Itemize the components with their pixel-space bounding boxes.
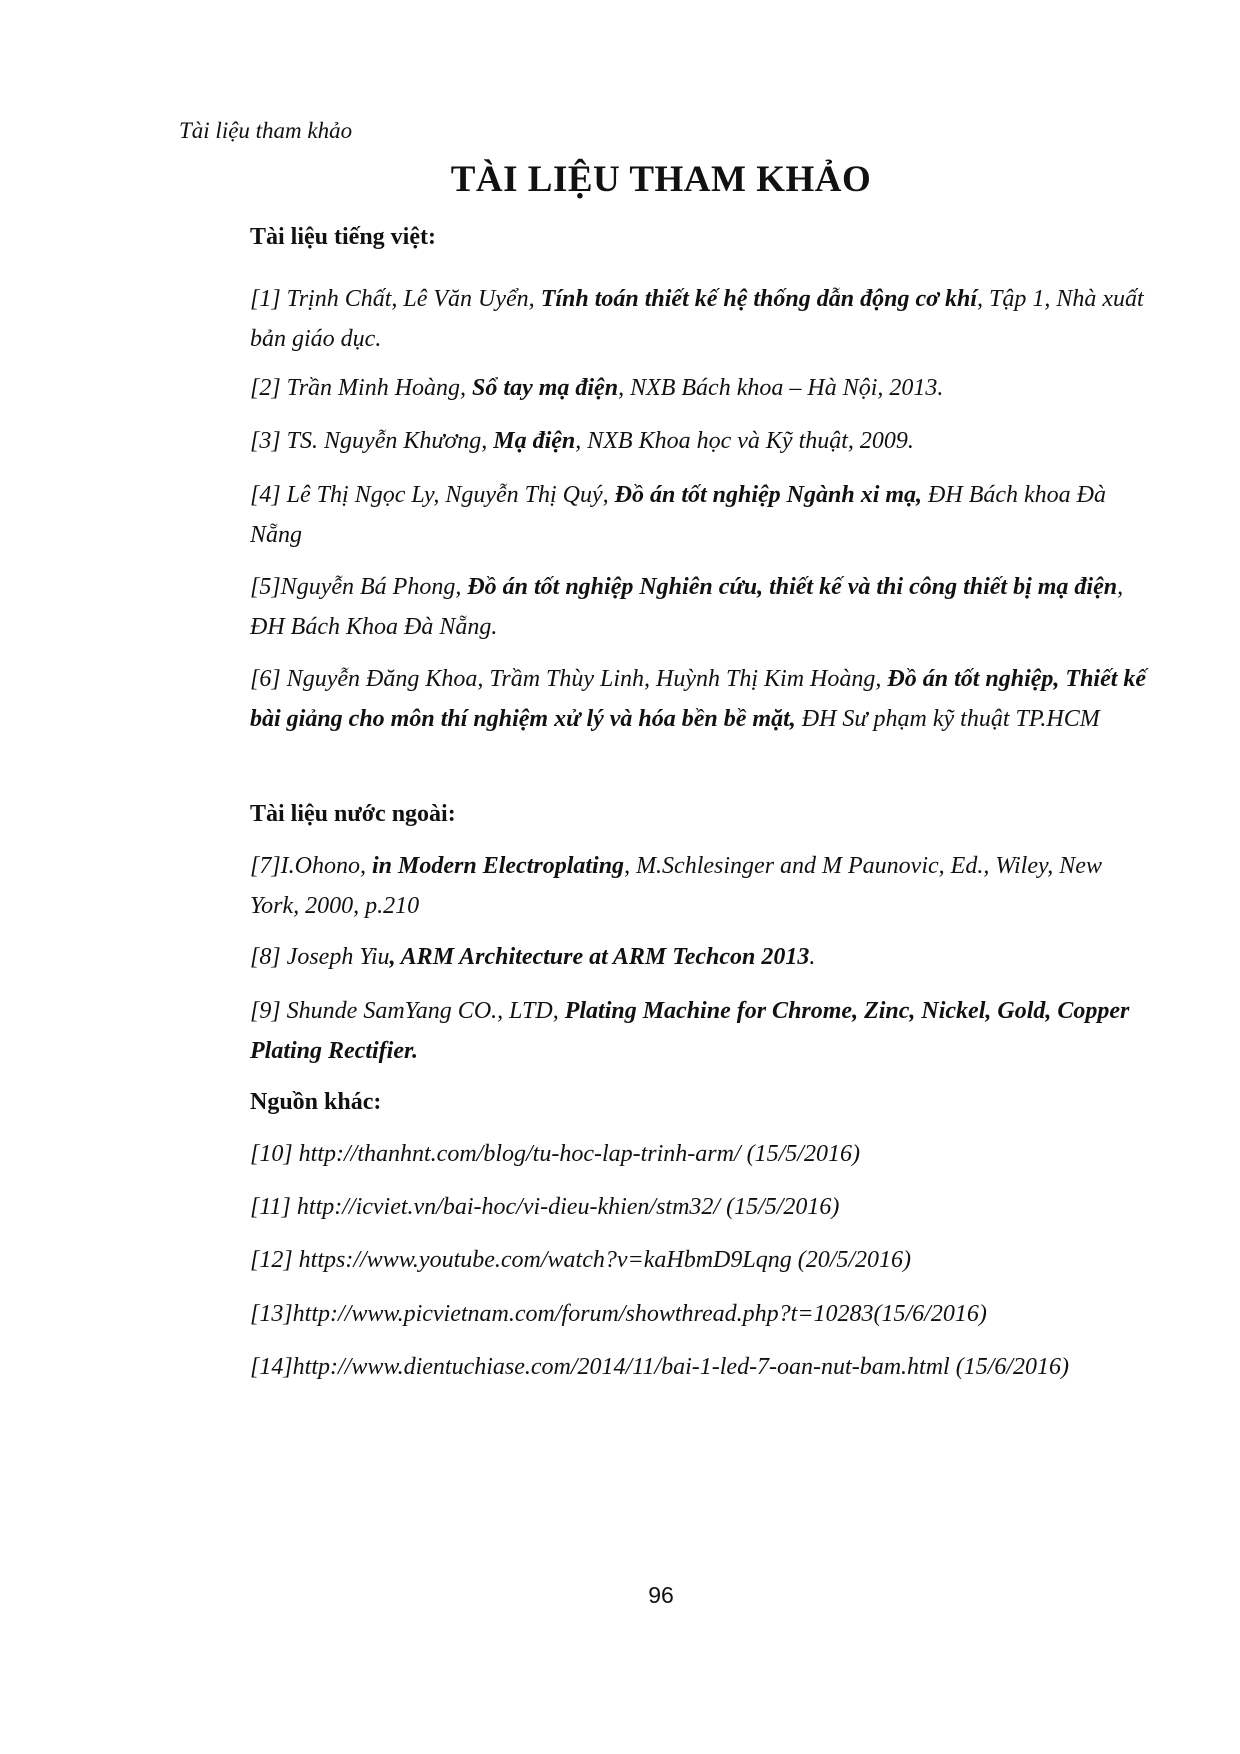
ref-5-authors: [5]Nguyễn Bá Phong, bbox=[250, 574, 468, 600]
ref-6-authors: [6] Nguyễn Đăng Khoa, Trầm Thùy Linh, Huỳnh Thị Kim Hoàng, bbox=[250, 666, 888, 692]
page-title: TÀI LIỆU THAM KHẢO bbox=[450, 159, 872, 200]
ref-2-authors: [2] Trần Minh Hoàng, bbox=[250, 375, 473, 401]
ref-7-details: , M.Schlesinger and M Paunovic, Ed., Wiley, New York, 2000, p.210 bbox=[250, 853, 1102, 919]
ref-8-title: , ARM Architecture at ARM Techcon 2013 bbox=[389, 944, 810, 970]
ref-9-title: Plating Machine for Chrome, Zinc, Nickel, Gold, Copper Plating Rectifier. bbox=[250, 998, 1130, 1064]
reference-3 bbox=[250, 421, 1150, 461]
ref-1-details: , Tập 1, Nhà xuất bản giáo dục. bbox=[250, 286, 1144, 352]
ref-3-authors: [3] TS. Nguyễn Khương, bbox=[250, 428, 494, 454]
ref-7-title: in Modern Electroplating bbox=[372, 853, 625, 879]
reference-6 bbox=[250, 659, 1150, 739]
reference-14: [14]http://www.dientuchiase.com/2014/11/bai-1-led-7-oan-nut-bam.html (15/6/2016) bbox=[250, 1354, 1070, 1380]
reference-4 bbox=[250, 475, 1150, 555]
reference-8 bbox=[250, 937, 1150, 977]
page-number: 96 bbox=[648, 1582, 674, 1608]
running-header: Tài liệu tham khảo bbox=[179, 118, 353, 143]
reference-7 bbox=[250, 846, 1150, 926]
ref-2-title: Sổ tay mạ điện bbox=[472, 375, 619, 401]
ref-4-details: ĐH Bách khoa Đà Nẵng bbox=[250, 482, 1107, 548]
reference-9 bbox=[250, 991, 1150, 1071]
section-heading-other: Nguồn khác: bbox=[250, 1089, 382, 1115]
ref-2-details: , NXB Bách khoa – Hà Nội, 2013. bbox=[618, 375, 944, 401]
ref-9-authors: [9] Shunde SamYang CO., LTD, bbox=[250, 998, 565, 1024]
reference-10: [10] http://thanhnt.com/blog/tu-hoc-lap-trinh-arm/ (15/5/2016) bbox=[250, 1141, 860, 1167]
section-heading-vietnamese: Tài liệu tiếng việt: bbox=[250, 224, 436, 250]
reference-12: [12] https://www.youtube.com/watch?v=kaHbmD9Lqng (20/5/2016) bbox=[250, 1247, 912, 1273]
ref-3-title: Mạ điện bbox=[493, 428, 576, 454]
ref-3-details: , NXB Khoa học và Kỹ thuật, 2009. bbox=[575, 428, 914, 454]
ref-6-title: Đồ án tốt nghiệp, Thiết kế bài giảng cho môn thí nghiệm xử lý và hóa bền bề mặt, bbox=[250, 666, 1147, 732]
reference-11: [11] http://icviet.vn/bai-hoc/vi-dieu-khien/stm32/ (15/5/2016) bbox=[250, 1194, 840, 1220]
ref-1-authors: [1] Trịnh Chất, Lê Văn Uyển, bbox=[250, 286, 541, 312]
ref-6-details: ĐH Sư phạm kỹ thuật TP.HCM bbox=[795, 706, 1100, 732]
reference-5 bbox=[250, 567, 1150, 647]
reference-13: [13]http://www.picvietnam.com/forum/showthread.php?t=10283(15/6/2016) bbox=[250, 1301, 987, 1327]
ref-4-authors: [4] Lê Thị Ngọc Ly, Nguyễn Thị Quý, bbox=[250, 482, 615, 508]
ref-8-details: . bbox=[809, 944, 816, 970]
ref-1-title: Tính toán thiết kế hệ thống dẫn động cơ khí bbox=[540, 286, 977, 312]
ref-7-authors: [7]I.Ohono, bbox=[250, 853, 373, 879]
ref-5-details: , ĐH Bách Khoa Đà Nẵng. bbox=[250, 574, 1124, 640]
ref-4-title: Đồ án tốt nghiệp Ngành xi mạ, bbox=[614, 482, 923, 508]
reference-2 bbox=[250, 368, 1150, 408]
section-heading-foreign: Tài liệu nước ngoài: bbox=[250, 801, 456, 827]
ref-8-authors: [8] Joseph Yiu bbox=[250, 944, 390, 970]
reference-1 bbox=[250, 279, 1150, 359]
ref-5-title: Đồ án tốt nghiệp Nghiên cứu, thiết kế và thi công thiết bị mạ điện bbox=[467, 574, 1118, 600]
